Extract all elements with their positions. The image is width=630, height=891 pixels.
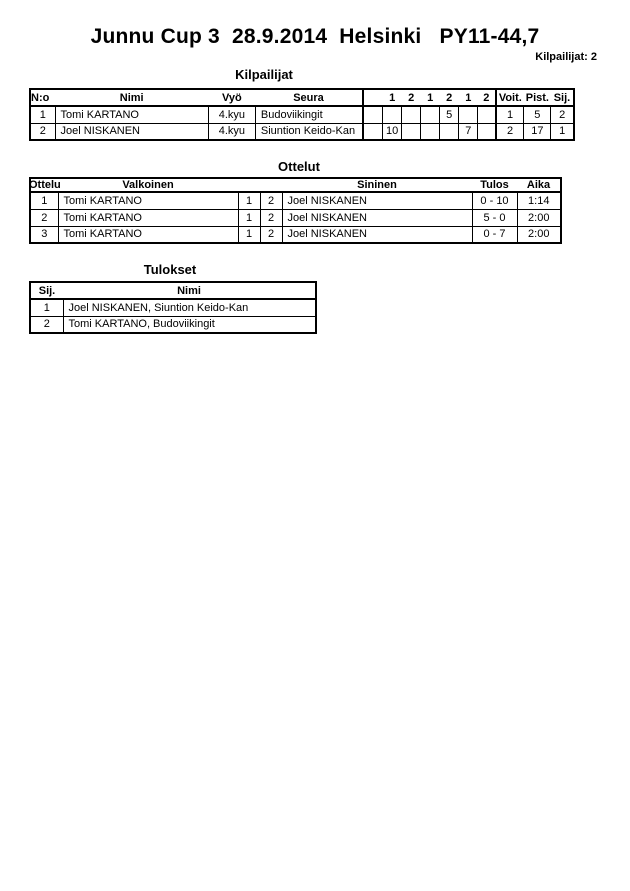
header-score-col: 1 bbox=[459, 89, 478, 106]
result-name: Tomi KARTANO, Budoviikingit bbox=[63, 316, 316, 333]
header-blue-no bbox=[260, 178, 282, 192]
match-no: 3 bbox=[30, 226, 58, 243]
score-cell bbox=[402, 123, 421, 140]
white-name: Tomi KARTANO bbox=[58, 192, 238, 209]
competitors-heading: Kilpailijat bbox=[235, 67, 293, 82]
header-name: Nimi bbox=[63, 282, 316, 299]
score-cell bbox=[421, 106, 440, 123]
wins-cell: 1 bbox=[496, 106, 524, 123]
time-cell: 1:14 bbox=[517, 192, 561, 209]
header-spacer bbox=[363, 89, 383, 106]
blue-number: 2 bbox=[260, 192, 282, 209]
matches-heading: Ottelut bbox=[278, 159, 320, 174]
blue-name: Joel NISKANEN bbox=[282, 226, 472, 243]
score-cell: 5 bbox=[440, 106, 459, 123]
blue-name: Joel NISKANEN bbox=[282, 192, 472, 209]
table-row bbox=[30, 226, 561, 243]
competitor-club: Siuntion Keido-Kan bbox=[255, 123, 362, 140]
competitor-belt: 4.kyu bbox=[208, 123, 255, 140]
score-cell: 10 bbox=[383, 123, 402, 140]
header-score-col: 1 bbox=[421, 89, 440, 106]
wins-cell: 2 bbox=[496, 123, 524, 140]
place-cell: 1 bbox=[551, 123, 574, 140]
score-cell bbox=[421, 123, 440, 140]
points-cell: 5 bbox=[524, 106, 551, 123]
white-name: Tomi KARTANO bbox=[58, 209, 238, 226]
time-cell: 2:00 bbox=[517, 209, 561, 226]
competitors-header-row bbox=[30, 89, 574, 106]
blue-name: Joel NISKANEN bbox=[282, 209, 472, 226]
header-blue: Sininen bbox=[282, 178, 472, 192]
results-heading: Tulokset bbox=[143, 262, 197, 277]
score-cell bbox=[383, 106, 402, 123]
result-place: 1 bbox=[30, 299, 63, 316]
result-name: Joel NISKANEN, Siuntion Keido-Kan bbox=[63, 299, 316, 316]
competitor-no: 2 bbox=[30, 123, 55, 140]
header-result: Tulos bbox=[472, 178, 517, 192]
competitor-no: 1 bbox=[30, 106, 55, 123]
competitor-name: Joel NISKANEN bbox=[55, 123, 208, 140]
results-table bbox=[29, 281, 317, 334]
table-row bbox=[30, 209, 561, 226]
blue-number: 2 bbox=[260, 226, 282, 243]
competitor-club: Budoviikingit bbox=[255, 106, 362, 123]
score-cell bbox=[440, 123, 459, 140]
results-header-row bbox=[30, 282, 316, 299]
table-row bbox=[30, 123, 574, 140]
header-place: Sij. bbox=[551, 89, 574, 106]
result-cell: 0 - 7 bbox=[472, 226, 517, 243]
header-white-no bbox=[238, 178, 260, 192]
header-score-col: 1 bbox=[383, 89, 402, 106]
competitors-count-label: Kilpailijat: 2 bbox=[535, 51, 597, 63]
header-score-col: 2 bbox=[478, 89, 496, 106]
header-belt: Vyö bbox=[208, 89, 255, 106]
header-score-col: 2 bbox=[440, 89, 459, 106]
header-club: Seura bbox=[255, 89, 362, 106]
blue-number: 2 bbox=[260, 209, 282, 226]
matches-table bbox=[29, 177, 562, 244]
score-cell bbox=[478, 106, 496, 123]
match-no: 2 bbox=[30, 209, 58, 226]
result-cell: 5 - 0 bbox=[472, 209, 517, 226]
score-cell: 7 bbox=[459, 123, 478, 140]
white-number: 1 bbox=[238, 209, 260, 226]
result-cell: 0 - 10 bbox=[472, 192, 517, 209]
result-place: 2 bbox=[30, 316, 63, 333]
time-cell: 2:00 bbox=[517, 226, 561, 243]
page-title: Junnu Cup 3 28.9.2014 Helsinki PY11-44,7 bbox=[90, 25, 540, 48]
spacer-cell bbox=[363, 106, 383, 123]
header-white: Valkoinen bbox=[58, 178, 238, 192]
header-score-col: 2 bbox=[402, 89, 421, 106]
score-cell bbox=[459, 106, 478, 123]
matches-header-row bbox=[30, 178, 561, 192]
points-cell: 17 bbox=[524, 123, 551, 140]
place-cell: 2 bbox=[551, 106, 574, 123]
table-row bbox=[30, 299, 316, 316]
table-row bbox=[30, 192, 561, 209]
header-match: Ottelu bbox=[29, 179, 61, 191]
competitor-name: Tomi KARTANO bbox=[55, 106, 208, 123]
spacer-cell bbox=[363, 123, 383, 140]
match-no: 1 bbox=[30, 192, 58, 209]
score-cell bbox=[478, 123, 496, 140]
competitor-belt: 4.kyu bbox=[208, 106, 255, 123]
header-points: Pist. bbox=[524, 89, 551, 106]
white-number: 1 bbox=[238, 226, 260, 243]
score-cell bbox=[402, 106, 421, 123]
header-name: Nimi bbox=[55, 89, 208, 106]
table-row bbox=[30, 106, 574, 123]
white-number: 1 bbox=[238, 192, 260, 209]
white-name: Tomi KARTANO bbox=[58, 226, 238, 243]
header-place: Sij. bbox=[30, 282, 63, 299]
header-wins: Voit. bbox=[496, 89, 524, 106]
table-row bbox=[30, 316, 316, 333]
competitors-table bbox=[29, 88, 575, 141]
header-time: Aika bbox=[517, 178, 561, 192]
header-no: N:o bbox=[30, 89, 55, 106]
